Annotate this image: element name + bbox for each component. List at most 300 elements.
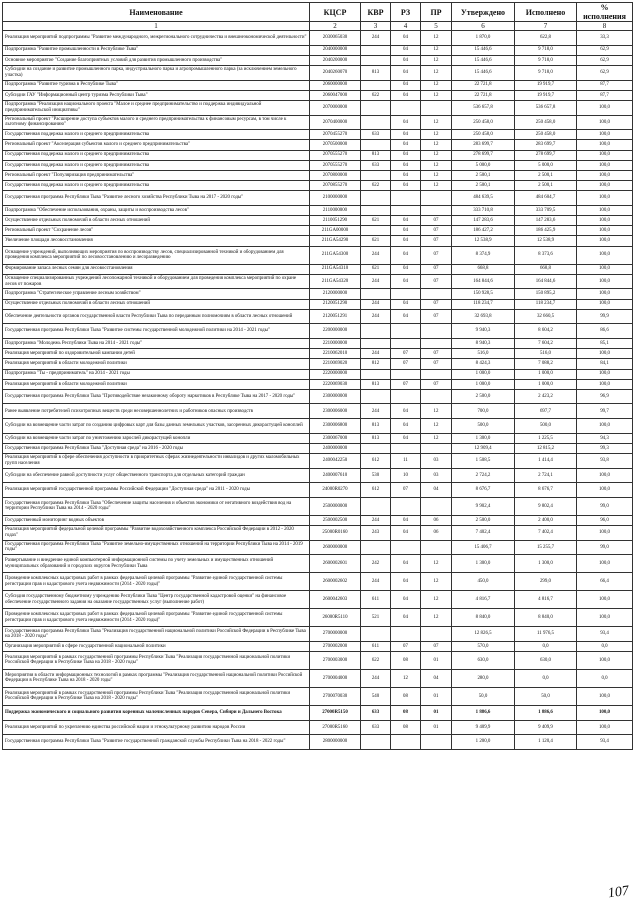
row-kvr: 244 [361, 246, 391, 264]
row-approved: 12 538,9 [452, 236, 515, 246]
row-percent: 87,7 [577, 90, 633, 100]
row-pr: 12 [421, 140, 452, 150]
row-name: Поддержка экономического и социального развития коренных малочисленных народов Севера, Сибири и Дальнего Востока [3, 705, 310, 720]
row-percent: 62,9 [577, 45, 633, 55]
row-pr: 12 [421, 160, 452, 170]
row-executed: 2 724,1 [515, 468, 577, 483]
row-kvr [361, 289, 391, 299]
row-rz: 08 [391, 687, 421, 705]
table-row [3, 687, 633, 705]
row-approved: 12 909,4 [452, 443, 515, 453]
row-executed: 516,0 [515, 349, 577, 359]
row-pr: 07 [421, 236, 452, 246]
row-rz: 04 [391, 130, 421, 140]
table-row [3, 65, 633, 80]
row-executed: 1 300,0 [515, 555, 577, 573]
row-rz [391, 540, 421, 555]
row-executed: 2 500,1 [515, 181, 577, 191]
row-executed: 32 660,5 [515, 309, 577, 324]
row-name: Реализация мероприятий в рамках государственной программы Республики Тыва "Реализация государственной национальной политики Российской Федерации в Республике Тыва на 2018 - 2020 годы" [3, 651, 310, 669]
column-number: 8 [577, 22, 633, 31]
row-pr [421, 289, 452, 299]
row-executed: 2 423,2 [515, 389, 577, 404]
row-kvr: 622 [361, 90, 391, 100]
row-kcsr: 2040000000 [310, 45, 361, 55]
row-approved: 2 500,1 [452, 181, 515, 191]
row-rz: 07 [391, 641, 421, 651]
row-kvr: 621 [361, 264, 391, 274]
row-kcsr: 2700003000 [310, 651, 361, 669]
row-kcsr: 2070000000 [310, 100, 361, 115]
row-pr: 07 [421, 216, 452, 226]
row-approved: 50,0 [452, 687, 515, 705]
row-executed: 9 802,4 [515, 497, 577, 515]
row-executed: 0,0 [515, 641, 577, 651]
row-kvr [361, 389, 391, 404]
row-approved: 8 374,9 [452, 246, 515, 264]
table-row [3, 651, 633, 669]
row-executed: 12 538,9 [515, 236, 577, 246]
row-rz: 04 [391, 264, 421, 274]
row-name: Государственная поддержка малого и среднего предпринимательства [3, 150, 310, 160]
row-approved: 2 500,0 [452, 389, 515, 404]
row-pr: 01 [421, 720, 452, 735]
row-kcsr: 2500002500 [310, 515, 361, 525]
row-executed: 164 844,6 [515, 274, 577, 289]
row-rz [391, 338, 421, 348]
row-executed: 8 676,7 [515, 483, 577, 498]
row-rz: 04 [391, 115, 421, 130]
row-percent: 100,0 [577, 379, 633, 389]
row-executed: 19 919,7 [515, 90, 577, 100]
row-kcsr: 2070555270 [310, 160, 361, 170]
row-percent: 100,0 [577, 160, 633, 170]
row-percent: 86,6 [577, 324, 633, 339]
table-row [3, 226, 633, 236]
table-row [3, 404, 633, 419]
row-kcsr: 2030065030 [310, 31, 361, 46]
row-approved: 118 234,7 [452, 299, 515, 309]
row-name: Развертывание и внедрение единой компьютерной информационной системы по учету земельных и имущественных отношений муниципальных образований и городских округов Республики Тыва [3, 555, 310, 573]
row-kvr: 244 [361, 274, 391, 289]
row-rz: 04 [391, 170, 421, 180]
row-kcsr: 2110000000 [310, 205, 361, 215]
row-approved: 8 840,0 [452, 609, 515, 627]
row-percent: 100,0 [577, 419, 633, 434]
row-kcsr: 2040260070 [310, 65, 361, 80]
row-kvr: 812 [361, 359, 391, 369]
row-name: Региональный проект "Акселерация субъектов малого и среднего предпринимательства" [3, 140, 310, 150]
table-row [3, 419, 633, 434]
row-percent: 96,9 [577, 389, 633, 404]
row-executed: 8 604,2 [515, 324, 577, 339]
row-name: Государственная поддержка малого и среднего предпринимательства [3, 130, 310, 140]
column-header: Наименование [3, 3, 310, 22]
table-row [3, 55, 633, 65]
row-kcsr: 2060047000 [310, 90, 361, 100]
row-kvr: 244 [361, 669, 391, 687]
column-header: КВР [361, 3, 391, 22]
table-header [3, 3, 633, 31]
row-approved: 450,0 [452, 573, 515, 591]
column-number: 7 [515, 22, 577, 31]
row-name: Оснащение специализированных учреждений лесопожарной техникой и оборудованием для проведения комплекса мероприятий по охране лесов от пожаров [3, 274, 310, 289]
row-kcsr: 2120051291 [310, 309, 361, 324]
row-pr: 07 [421, 264, 452, 274]
table-row [3, 236, 633, 246]
row-pr: 12 [421, 55, 452, 65]
row-kcsr: 2200000000 [310, 324, 361, 339]
row-rz [391, 205, 421, 215]
row-percent: 100,0 [577, 720, 633, 735]
row-executed: 186 425,9 [515, 226, 577, 236]
row-rz: 08 [391, 651, 421, 669]
row-pr: 12 [421, 170, 452, 180]
column-header: % исполнения [577, 3, 633, 22]
row-name: Подпрограмма "Реализация национального проекта "Малое и среднее предпринимательство и поддержка индивидуальной предпринимательской инициативы" [3, 100, 310, 115]
row-pr: 07 [421, 359, 452, 369]
row-pr: 03 [421, 454, 452, 469]
row-executed: 9 409,9 [515, 720, 577, 735]
row-pr: 07 [421, 309, 452, 324]
row-kcsr: 2070400000 [310, 115, 361, 130]
row-percent: 84,1 [577, 359, 633, 369]
row-name: Реализация мероприятий по укреплению единства российской нации и этнокультурному развитию народов России [3, 720, 310, 735]
column-header: Утверждено [452, 3, 515, 22]
row-kcsr: 2100000000 [310, 191, 361, 206]
row-pr: 07 [421, 379, 452, 389]
row-kvr: 622 [361, 181, 391, 191]
row-executed: 2 400,0 [515, 515, 577, 525]
row-kcsr: 2700000000 [310, 627, 361, 642]
row-kvr: 621 [361, 216, 391, 226]
row-approved: 1 508,5 [452, 454, 515, 469]
row-percent: 99,9 [577, 309, 633, 324]
row-pr: 12 [421, 80, 452, 90]
row-pr: 12 [421, 404, 452, 419]
row-rz: 04 [391, 515, 421, 525]
row-kcsr: 2070500000 [310, 140, 361, 150]
row-executed: 7 604,2 [515, 338, 577, 348]
row-approved: 1 886,6 [452, 705, 515, 720]
row-kcsr: 27000R5160 [310, 720, 361, 735]
row-kvr: 244 [361, 573, 391, 591]
row-rz: 08 [391, 720, 421, 735]
row-pr: 12 [421, 555, 452, 573]
column-number: 1 [3, 22, 310, 31]
table-row [3, 627, 633, 642]
row-percent: 100,0 [577, 687, 633, 705]
row-percent: 100,0 [577, 115, 633, 130]
table-row [3, 641, 633, 651]
row-kvr [361, 45, 391, 55]
row-kvr [361, 443, 391, 453]
row-name: Подпрограмма "Стратегическое управление лесным хозяйством" [3, 289, 310, 299]
row-percent: 100,0 [577, 246, 633, 264]
table-row [3, 349, 633, 359]
table-row [3, 150, 633, 160]
row-executed: 8 840,0 [515, 609, 577, 627]
column-header: РЗ [391, 3, 421, 22]
row-rz: 04 [391, 31, 421, 46]
row-pr: 12 [421, 181, 452, 191]
row-kcsr: 2040200000 [310, 55, 361, 65]
row-pr: 12 [421, 31, 452, 46]
row-kvr: 243 [361, 526, 391, 541]
row-approved: 8 940,3 [452, 338, 515, 348]
row-kcsr: 24000R0270 [310, 483, 361, 498]
row-pr: 06 [421, 526, 452, 541]
row-rz: 04 [391, 150, 421, 160]
column-number: 6 [452, 22, 515, 31]
row-kvr [361, 80, 391, 90]
row-approved: 8 424,3 [452, 359, 515, 369]
row-kcsr: 25000R0160 [310, 526, 361, 541]
row-percent: 100,0 [577, 264, 633, 274]
row-kcsr: 2210062010 [310, 349, 361, 359]
row-executed: 1 414,4 [515, 454, 577, 469]
row-kcsr: 2700002000 [310, 641, 361, 651]
row-rz: 04 [391, 555, 421, 573]
row-name: Государственная программа Республики Тыва "Развитие лесного хозяйства Республики Тыва на 2017 - 2020 годы" [3, 191, 310, 206]
row-kcsr: 211GA00000 [310, 226, 361, 236]
row-pr [421, 369, 452, 379]
row-rz: 04 [391, 299, 421, 309]
table-row [3, 359, 633, 369]
row-percent: 66,4 [577, 573, 633, 591]
table-row [3, 555, 633, 573]
row-kcsr: 2400000000 [310, 443, 361, 453]
table-row [3, 369, 633, 379]
row-pr: 07 [421, 246, 452, 264]
row-percent: 0,0 [577, 641, 633, 651]
row-pr: 12 [421, 65, 452, 80]
row-approved: 700,0 [452, 404, 515, 419]
row-kvr [361, 226, 391, 236]
row-pr: 12 [421, 433, 452, 443]
row-executed: 147 283,6 [515, 216, 577, 226]
row-percent: 93,8 [577, 454, 633, 469]
row-pr: 12 [421, 573, 452, 591]
row-approved: 280,0 [452, 669, 515, 687]
row-kcsr: 2600002602 [310, 573, 361, 591]
row-kvr: 813 [361, 65, 391, 80]
row-kvr: 244 [361, 31, 391, 46]
row-rz: 04 [391, 419, 421, 434]
row-approved: 164 844,6 [452, 274, 515, 289]
row-name: Реализация мероприятий в рамках государственной программы Республики Тыва "Реализация государственной национальной политики Российской Федерации в Республике Тыва на 2018 - 2020 годы" [3, 687, 310, 705]
row-kcsr: 2060000000 [310, 80, 361, 90]
row-rz: 04 [391, 140, 421, 150]
table-row [3, 45, 633, 55]
table-row [3, 735, 633, 750]
row-executed: 1 886,6 [515, 705, 577, 720]
row-name: Подпрограмма "Ты - предприниматель" на 2014 - 2021 годы [3, 369, 310, 379]
row-kvr: 633 [361, 705, 391, 720]
row-name: Государственная программа Республики Тыва "Реализация государственной национальной политики Российской Федерации в Республике Тыва на 2018 - 2020 годы" [3, 627, 310, 642]
row-rz: 04 [391, 80, 421, 90]
row-kvr: 633 [361, 720, 391, 735]
row-percent: 99,0 [577, 497, 633, 515]
row-kcsr: 2110051290 [310, 216, 361, 226]
row-executed: 11 976,5 [515, 627, 577, 642]
table-row [3, 80, 633, 90]
row-approved: 278 699,7 [452, 150, 515, 160]
row-percent: 100,0 [577, 205, 633, 215]
row-kcsr: 2210069020 [310, 359, 361, 369]
row-approved: 1 000,0 [452, 369, 515, 379]
row-percent: 100,0 [577, 130, 633, 140]
row-rz: 04 [391, 55, 421, 65]
row-kvr [361, 338, 391, 348]
row-kcsr: 2600002601 [310, 555, 361, 573]
row-name: Подпрограмма "Развитие промышленности в Республике Тыва" [3, 45, 310, 55]
row-percent: 100,0 [577, 468, 633, 483]
row-executed: 697,7 [515, 404, 577, 419]
row-rz: 10 [391, 468, 421, 483]
row-name: Проведение комплексных кадастровых работ в рамках федеральной целевой программы "Развитие единой государственной системы регистрации прав и кадастрового учета недвижимости (2014 - 2020 годы)" [3, 573, 310, 591]
row-percent: 100,0 [577, 274, 633, 289]
row-rz [391, 369, 421, 379]
row-pr: 12 [421, 90, 452, 100]
row-approved: 186 427,2 [452, 226, 515, 236]
row-percent: 100,0 [577, 140, 633, 150]
column-number: 2 [310, 22, 361, 31]
row-percent: 99,7 [577, 404, 633, 419]
row-name: Подпрограмма "Развитие туризма в Республике Тыва" [3, 80, 310, 90]
row-name: Подпрограмма "Обеспечение использования, охраны, защиты и воспроизводства лесов" [3, 205, 310, 215]
table-row [3, 246, 633, 264]
row-rz: 04 [391, 65, 421, 80]
table-row [3, 324, 633, 339]
row-approved: 630,0 [452, 651, 515, 669]
row-rz [391, 443, 421, 453]
row-pr: 12 [421, 115, 452, 130]
row-approved: 15 406,7 [452, 540, 515, 555]
row-kvr [361, 140, 391, 150]
row-percent: 62,9 [577, 55, 633, 65]
row-kvr [361, 170, 391, 180]
row-approved: 2 724,2 [452, 468, 515, 483]
row-approved: 1 870,0 [452, 31, 515, 46]
row-approved: 570,0 [452, 641, 515, 651]
row-name: Организация мероприятий в сфере государственной национальной политики [3, 641, 310, 651]
row-pr: 04 [421, 669, 452, 687]
row-kcsr: 2070455270 [310, 130, 361, 140]
row-approved: 1 300,0 [452, 555, 515, 573]
row-rz: 12 [391, 669, 421, 687]
row-pr [421, 443, 452, 453]
row-approved: 1 300,0 [452, 433, 515, 443]
row-name: Основное мероприятие "Создание благоприятных условий для развития промышленного производства" [3, 55, 310, 65]
row-percent: 93,4 [577, 735, 633, 750]
row-pr: 07 [421, 274, 452, 289]
table-row [3, 526, 633, 541]
table-row [3, 216, 633, 226]
row-rz [391, 324, 421, 339]
row-kvr: 540 [361, 687, 391, 705]
column-number: 4 [391, 22, 421, 31]
row-rz: 04 [391, 609, 421, 627]
row-percent: 100,0 [577, 483, 633, 498]
row-kcsr: 211GA54300 [310, 246, 361, 264]
row-kvr: 244 [361, 404, 391, 419]
row-name: Реализация мероприятий в области молодежной политики [3, 359, 310, 369]
row-pr: 03 [421, 468, 452, 483]
table-row [3, 299, 633, 309]
row-kcsr: 211GA54290 [310, 236, 361, 246]
row-percent: 94,3 [577, 433, 633, 443]
row-approved: 22 721,8 [452, 80, 515, 90]
row-kcsr: 2070800000 [310, 170, 361, 180]
row-approved: 536 657,8 [452, 100, 515, 115]
row-approved: 2 500,0 [452, 515, 515, 525]
row-approved: 147 283,6 [452, 216, 515, 226]
table-row [3, 389, 633, 404]
row-approved: 484 639,5 [452, 191, 515, 206]
row-kvr: 813 [361, 379, 391, 389]
table-row [3, 338, 633, 348]
table-row [3, 309, 633, 324]
table-row [3, 454, 633, 469]
table-row [3, 100, 633, 115]
row-name: Осуществление отдельных полномочий в области лесных отношений [3, 216, 310, 226]
row-rz: 04 [391, 216, 421, 226]
row-approved: 7 402,4 [452, 526, 515, 541]
row-kvr: 244 [361, 299, 391, 309]
row-name: Мероприятия в области информационных технологий в рамках программы "Реализация государственной национальной политики Российской Федерации в Республике Тыва на 2018 - 2020 годы" [3, 669, 310, 687]
row-percent: 100,0 [577, 150, 633, 160]
row-percent: 93,4 [577, 627, 633, 642]
row-pr: 12 [421, 130, 452, 140]
row-executed: 150 895,2 [515, 289, 577, 299]
row-kcsr: 2300000000 [310, 389, 361, 404]
row-approved: 250 458,0 [452, 130, 515, 140]
row-name: Реализация мероприятий федеральной целевой программы "Развитие водохозяйственного комплекса Российской Федерации в 2012 - 2020 годах" [3, 526, 310, 541]
row-kcsr: 27000R5150 [310, 705, 361, 720]
row-kcsr: 2300006000 [310, 404, 361, 419]
row-approved: 250 458,0 [452, 115, 515, 130]
table-row [3, 289, 633, 299]
row-pr [421, 324, 452, 339]
row-name: Реализация мероприятий в сфере обеспечения доступности в приоритетных сферах жизнедеятельности инвалидов и других маломобильных групп населения [3, 454, 310, 469]
row-pr [421, 540, 452, 555]
row-executed: 500,0 [515, 419, 577, 434]
row-kvr [361, 540, 391, 555]
row-name: Государственная программа Республики Тыва "Противодействие незаконному обороту наркотиков в Республике Тыва на 2017 - 2020 годы" [3, 389, 310, 404]
row-percent: 100,0 [577, 100, 633, 115]
row-rz [391, 289, 421, 299]
row-kvr [361, 735, 391, 750]
table-row [3, 191, 633, 206]
row-executed: 622,8 [515, 31, 577, 46]
row-executed: 4 816,7 [515, 591, 577, 609]
row-approved: 1 000,0 [452, 379, 515, 389]
table-body [3, 31, 633, 750]
row-kvr: 813 [361, 419, 391, 434]
row-kvr: 622 [361, 651, 391, 669]
table-row [3, 379, 633, 389]
row-kvr: 611 [361, 591, 391, 609]
column-number: 5 [421, 22, 452, 31]
row-kvr [361, 100, 391, 115]
row-executed: 630,0 [515, 651, 577, 669]
row-rz: 04 [391, 160, 421, 170]
row-approved: 22 721,8 [452, 90, 515, 100]
row-approved: 9 409,9 [452, 720, 515, 735]
row-percent: 100,0 [577, 181, 633, 191]
row-approved: 32 693,8 [452, 309, 515, 324]
